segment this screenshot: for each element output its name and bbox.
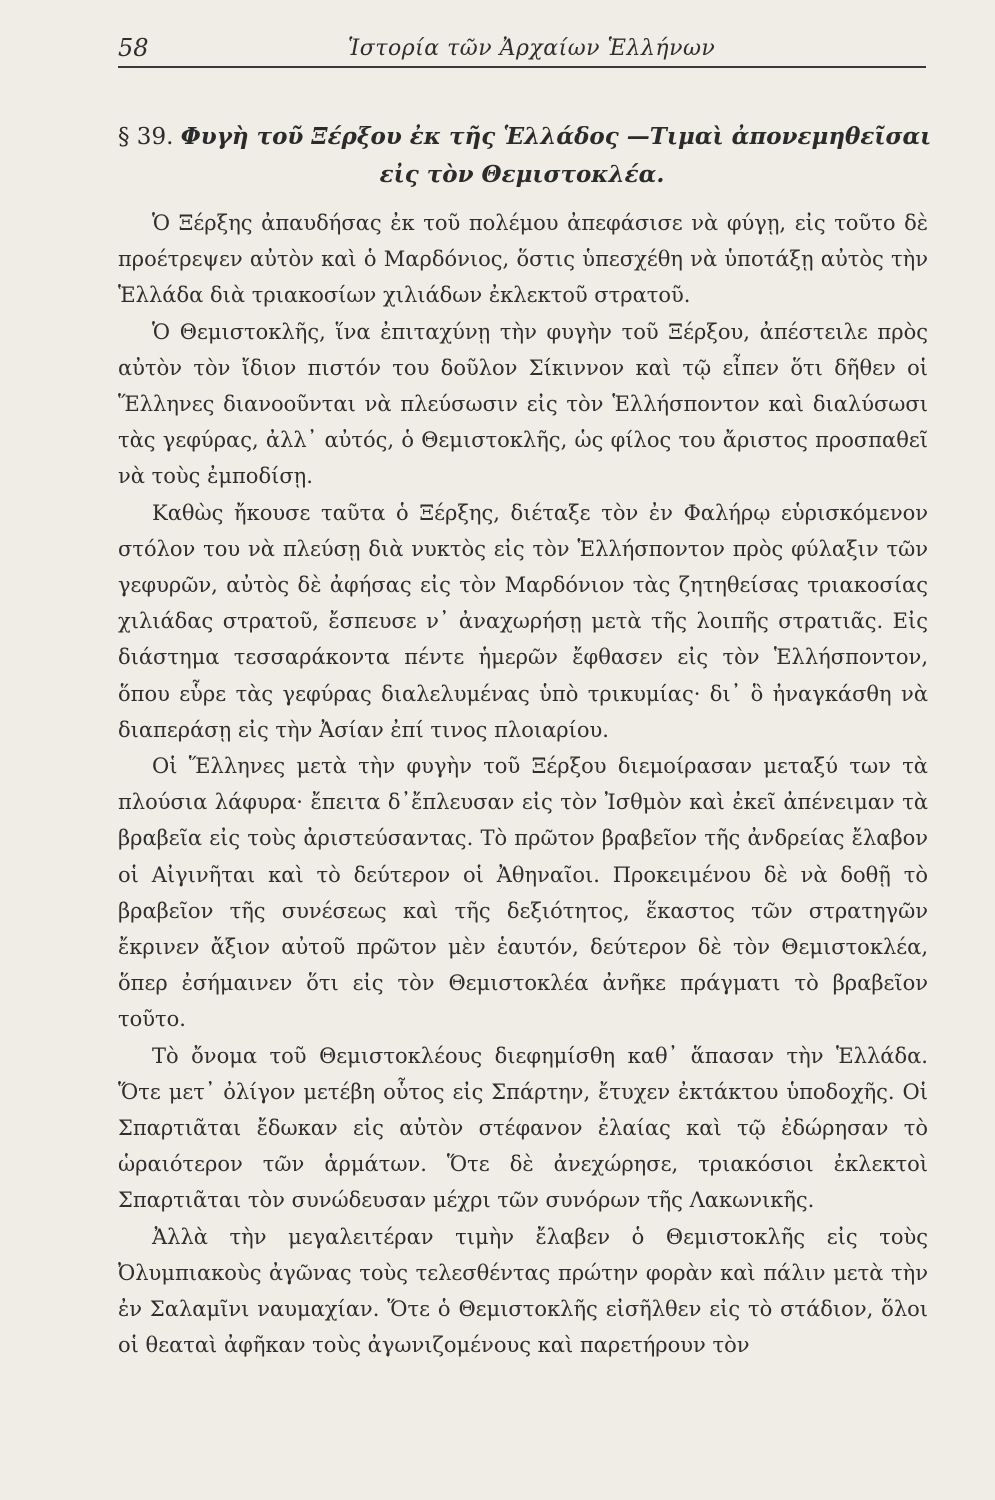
- section-heading: [118, 118, 932, 194]
- section-heading-line1: [118, 118, 932, 156]
- paragraph: Τὸ ὄνομα τοῦ Θεμιστοκλέους διεφημίσθη καθ᾽ ἅπασαν τὴν Ἑλλάδα. Ὅτε μετ᾽ ὀλίγον μετέβη οὗτος εἰς Σπάρτην, ἔτυχεν ἐκτάκτου ὑποδοχῆς. Οἱ Σπαρτιᾶται ἔδωκαν εἰς αὐτὸν στέφανον ἐλαίας καὶ τῷ ἐδώρησαν τὸ ὡραιότερον τῶν ἁρμάτων. Ὅτε δὲ ἀνεχώρησε, τριακόσιοι ἐκλεκτοὶ Σπαρτιᾶται τὸν συνώδευσαν μέχρι τῶν συνόρων τῆς Λακωνικῆς.: [118, 1043, 928, 1213]
- paragraph: Ὁ Ξέρξης ἀπαυδήσας ἐκ τοῦ πολέμου ἀπεφάσισε νὰ φύγῃ, εἰς τοῦτο δὲ προέτρεψεν αὐτὸν καὶ ὁ Μαρδόνιος, ὅστις ὑπεσχέθη νὰ ὑποτάξῃ αὐτὸς τὴν Ἑλλάδα διὰ τριακοσίων χιλιάδων ἐκλεκτοῦ στρατοῦ.: [118, 211, 928, 308]
- paragraph: Ἀλλὰ τὴν μεγαλειτέραν τιμὴν ἔλαβεν ὁ Θεμιστοκλῆς εἰς τοὺς Ὀλυμπιακοὺς ἀγῶνας τοὺς τελεσθέντας πρώτην φορὰν καὶ πάλιν μετὰ τὴν ἐν Σαλαμῖνι ναυμαχίαν. Ὅτε ὁ Θεμιστοκλῆς εἰσῆλθεν εἰς τὸ στάδιον, ὅλοι οἱ θεαταὶ ἀφῆκαν τοὺς ἀγωνιζομένους καὶ παρετήρουν τὸν: [118, 1224, 928, 1358]
- paragraph: Καθὼς ἤκουσε ταῦτα ὁ Ξέρξης, διέταξε τὸν ἐν Φαλήρῳ εὑρισκόμενον στόλον του νὰ πλεύσῃ διὰ νυκτὸς εἰς τὸν Ἑλλήσποντον πρὸς φύλαξιν τῶν γεφυρῶν, αὐτὸς δὲ ἀφήσας εἰς τὸν Μαρδόνιον τὰς ζητηθείσας τριακοσίας χιλιάδας στρατοῦ, ἔσπευσε ν᾽ ἀναχωρήσῃ μετὰ τῆς λοιπῆς στρατιᾶς. Εἰς διάστημα τεσσαράκοντα πέντε ἡμερῶν ἔφθασεν εἰς τὸν Ἑλλήσποντον, ὅπου εὗρε τὰς γεφύρας διαλελυμένας ὑπὸ τρικυμίας· δι᾽ ὃ ἠναγκάσθη νὰ διαπεράσῃ εἰς τὴν Ἀσίαν ἐπί τινος πλοιαρίου.: [118, 500, 928, 742]
- section-number: § 39.: [118, 124, 174, 150]
- body-text: [118, 205, 928, 1364]
- page-number: 58: [118, 34, 149, 62]
- paragraph: Ὁ Θεμιστοκλῆς, ἵνα ἐπιταχύνῃ τὴν φυγὴν τοῦ Ξέρξου, ἀπέστειλε πρὸς αὐτὸν τὸν ἴδιον πιστόν του δοῦλον Σίκιννον καὶ τῷ εἶπεν ὅτι δῆθεν οἱ Ἕλληνες διανοοῦνται νὰ πλεύσωσιν εἰς τὸν Ἑλλήσποντον καὶ διαλύσωσι τὰς γεφύρας, ἀλλ᾽ αὐτός, ὁ Θεμιστοκλῆς, ὡς φίλος του ἄριστος προσπαθεῖ νὰ τοὺς ἐμποδίσῃ.: [118, 319, 928, 489]
- section-title-line1: Φυγὴ τοῦ Ξέρξου ἐκ τῆς Ἑλλάδος —Τιμαὶ ἀπονεμηθεῖσαι: [180, 123, 932, 150]
- paragraph: Οἱ Ἕλληνες μετὰ τὴν φυγὴν τοῦ Ξέρξου διεμοίρασαν μεταξύ των τὰ πλούσια λάφυρα· ἔπειτα δ᾽ἔπλευσαν εἰς τὸν Ἰσθμὸν καὶ ἐκεῖ ἀπένειμαν τὰ βραβεῖα εἰς τοὺς ἀριστεύσαντας. Τὸ πρῶτον βραβεῖον τῆς ἀνδρείας ἔλαβον οἱ Αἰγινῆται καὶ τὸ δεύτερον οἱ Ἀθηναῖοι. Προκειμένου δὲ νὰ δοθῇ τὸ βραβεῖον τῆς συνέσεως καὶ τῆς δεξιότητος, ἕκαστος τῶν στρατηγῶν ἔκρινεν ἄξιον αὐτοῦ πρῶτον μὲν ἑαυτόν, δεύτερον δὲ τὸν Θεμιστοκλέα, ὅπερ ἐσήμαινεν ὅτι εἰς τὸν Θεμιστοκλέα ἀνῆκε πράγματι τὸ βραβεῖον τοῦτο.: [118, 754, 928, 1032]
- running-title: Ἱστορία τῶν Ἀρχαίων Ἑλλήνων: [348, 36, 716, 61]
- section-title-line2: εἰς τὸν Θεμιστοκλέα.: [379, 161, 665, 188]
- page-header: [118, 32, 926, 68]
